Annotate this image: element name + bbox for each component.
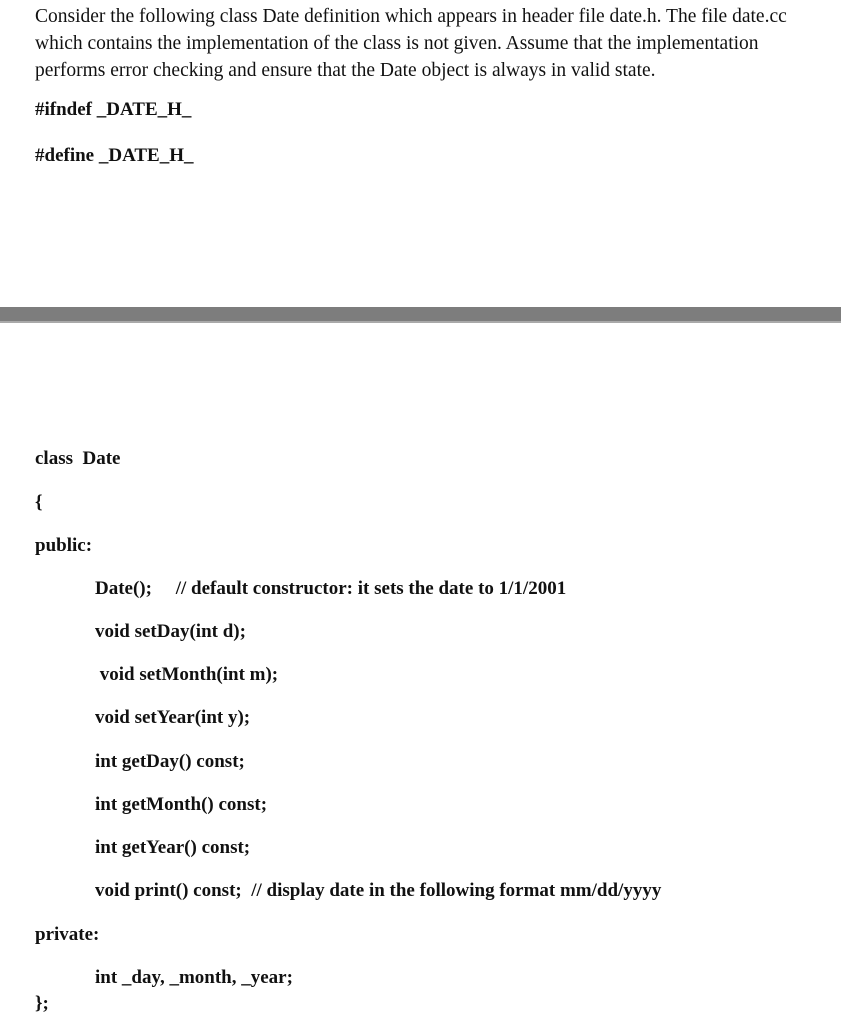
member-set-day: void setDay(int d); (95, 621, 246, 642)
open-brace: { (35, 492, 43, 513)
intro-line: which contains the implementation of the class is not given. Assume that the implementation (35, 33, 759, 54)
page-divider-edge (0, 321, 841, 323)
ifndef-directive: #ifndef _DATE_H_ (35, 99, 192, 120)
class-declaration: class Date (35, 448, 121, 469)
private-members: int _day, _month, _year; (95, 967, 293, 988)
member-get-year: int getYear() const; (95, 837, 251, 858)
intro-line: performs error checking and ensure that the Date object is always in valid state. (35, 60, 656, 81)
intro-paragraph (35, 3, 835, 84)
public-label: public: (35, 535, 93, 556)
member-get-day: int getDay() const; (95, 751, 245, 772)
constructor-declaration: Date(); // default constructor: it sets the date to 1/1/2001 (95, 578, 567, 599)
close-brace: }; (35, 993, 49, 1014)
define-directive: #define _DATE_H_ (35, 145, 194, 166)
private-label: private: (35, 924, 100, 945)
member-print: void print() const; // display date in the following format mm/dd/yyyy (95, 880, 662, 901)
page-divider (0, 307, 841, 321)
intro-line: Consider the following class Date definition which appears in header file date.h. The file date.cc (35, 6, 787, 27)
member-get-month: int getMonth() const; (95, 794, 268, 815)
member-set-month: void setMonth(int m); (95, 664, 279, 685)
member-set-year: void setYear(int y); (95, 707, 251, 728)
